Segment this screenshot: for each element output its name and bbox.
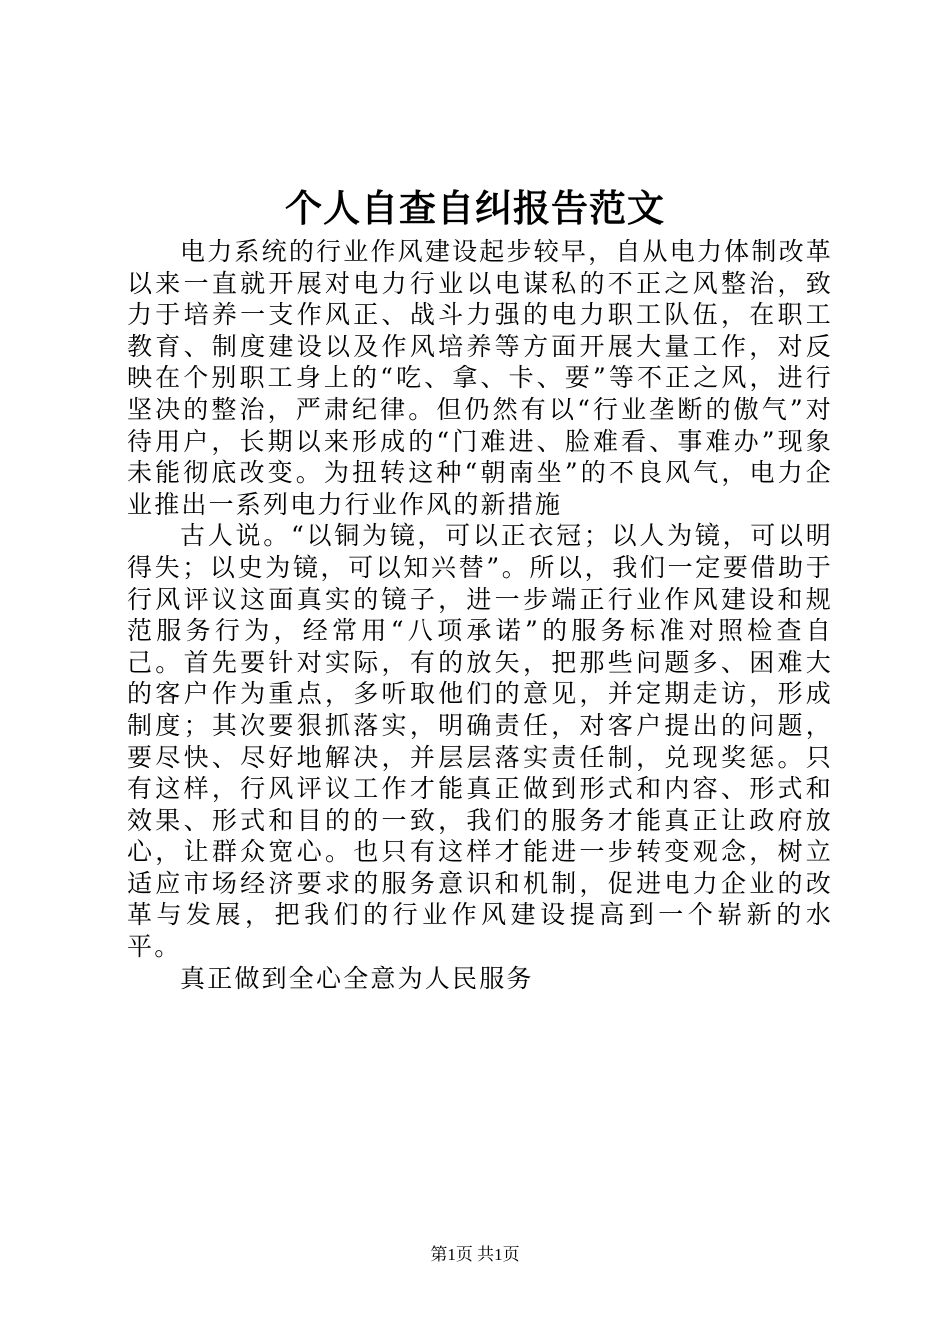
- document-body: [127, 236, 833, 994]
- paragraph-2: 古人说。“以铜为镜，可以正衣冠；以人为镜，可以明得失；以史为镜，可以知兴替”。所以，我们一定要借助于行风评议这面真实的镜子，进一步端正行业作风建设和规范服务行为，经常用“八项承诺”的服务标准对照检查自己。首先要针对实际，有的放矢，把那些问题多、困难大的客户作为重点，多听取他们的意见，并定期走访，形成制度；其次要狠抓落实，明确责任，对客户提出的问题，要尽快、尽好地解决，并层层落实责任制，兑现奖惩。只有这样，行风评议工作才能真正做到形式和内容、形式和效果、形式和目的的一致，我们的服务才能真正让政府放心，让群众宽心。也只有这样才能进一步转变观念，树立适应市场经济要求的服务意识和机制，促进电力企业的改革与发展，把我们的行业作风建设提高到一个崭新的水平。: [127, 521, 833, 962]
- paragraph-1: 电力系统的行业作风建设起步较早，自从电力体制改革以来一直就开展对电力行业以电谋私的不正之风整治，致力于培养一支作风正、战斗力强的电力职工队伍，在职工教育、制度建设以及作风培养等方面开展大量工作，对反映在个别职工身上的“吃、拿、卡、要”等不正之风，进行坚决的整治，严肃纪律。但仍然有以“行业垄断的傲气”对待用户，长期以来形成的“门难进、脸难看、事难办”现象未能彻底改变。为扭转这种“朝南坐”的不良风气，电力企业推出一系列电力行业作风的新措施: [127, 237, 833, 519]
- paragraph-3: 真正做到全心全意为人民服务: [180, 963, 534, 993]
- document-title: 个人自查自纠报告范文: [285, 186, 665, 230]
- page-number-footer: 第1页 共1页: [430, 1245, 520, 1264]
